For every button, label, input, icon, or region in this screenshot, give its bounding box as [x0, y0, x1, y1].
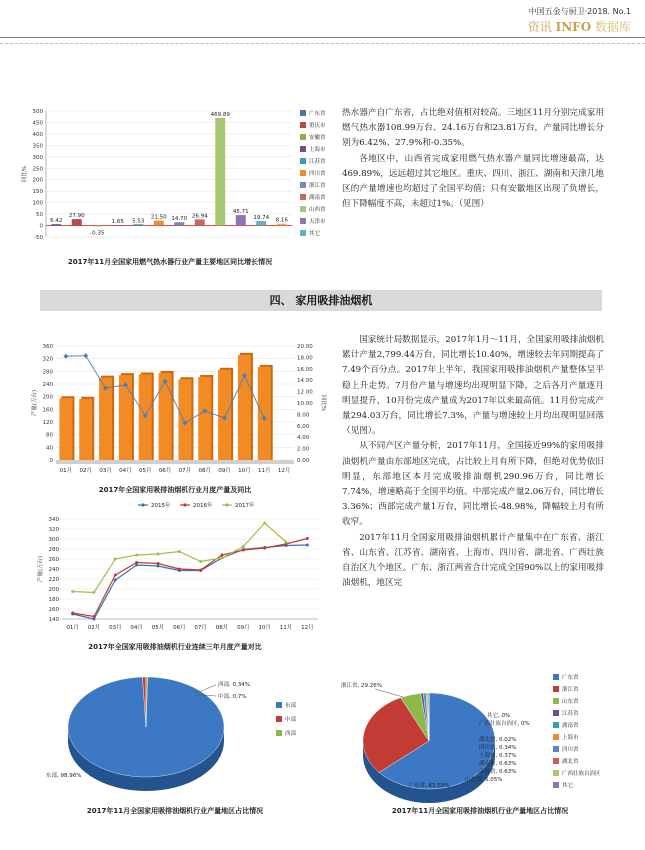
x-tick-label: 12月 [301, 625, 314, 631]
leader-line [375, 689, 403, 697]
y-tick-label: 260 [48, 557, 59, 563]
bar [236, 215, 246, 225]
legend-label: 天津市 [309, 219, 326, 225]
y2-tick-label: 10.00 [297, 401, 313, 407]
y-tick-label: 50 [36, 212, 43, 219]
y-tick-label: 40 [46, 445, 53, 452]
growth-bar-chart [20, 105, 340, 250]
y-tick-label: 280 [42, 369, 53, 376]
y-tick-label: 160 [48, 607, 59, 613]
column-title-cn: 资讯 [527, 20, 552, 34]
bar-label: 469.89 [210, 111, 230, 118]
floor [56, 460, 294, 464]
legend-label: 西部 [285, 731, 297, 737]
legend-swatch [300, 206, 306, 212]
legend-label: 上海市 [309, 147, 326, 153]
y-tick-label: 0 [39, 223, 43, 230]
column-title [528, 18, 631, 35]
bar [195, 219, 205, 225]
slice-label: 东部, 98.96% [46, 773, 82, 779]
legend-label: 浙江省 [309, 183, 326, 189]
y-tick-label: 300 [48, 537, 59, 543]
x-tick-label: 02月 [87, 625, 101, 631]
legend-label: 山西省 [309, 207, 326, 213]
series-point [71, 590, 74, 593]
chart2-caption: 2017年全国家用吸排油烟机行业月度产量及同比 [98, 486, 252, 494]
x-tick-label: 12月 [277, 468, 291, 474]
legend-swatch [276, 716, 282, 722]
series-point [242, 549, 245, 552]
y-tick-label: 320 [48, 527, 59, 533]
series-point [135, 561, 138, 564]
legend-swatch [553, 746, 559, 752]
bar-label: 5.53 [132, 218, 145, 225]
x-tick-label: 09月 [237, 625, 250, 631]
y2-axis-label: 同比% [320, 394, 326, 412]
legend-label: 广东省 [562, 675, 579, 681]
legend-swatch [553, 686, 559, 692]
region-share-pie [28, 665, 328, 805]
x-tick-label: 11月 [258, 468, 271, 474]
x-tick-label: 08月 [198, 468, 211, 474]
bar [215, 118, 225, 226]
bar-label: 6.42 [50, 218, 63, 225]
legend-label: 安徽省 [309, 135, 326, 141]
y-tick-label: -50 [34, 235, 43, 241]
x-tick-label: 08月 [215, 625, 229, 631]
legend-label: 湖南省 [309, 195, 326, 201]
legend-label: 上海市 [562, 735, 579, 741]
bar [218, 370, 231, 460]
y-tick-label: 250 [32, 166, 43, 173]
x-tick-label: 11月 [279, 625, 293, 631]
chart3-caption: 2017年全国家用吸排油烟机行业连续三年月度产量对比 [88, 643, 262, 651]
legend-swatch [553, 782, 559, 788]
legend-swatch [300, 230, 306, 236]
series-point [263, 522, 266, 525]
y-tick-label: 280 [48, 547, 59, 553]
y-tick-label: 350 [32, 143, 43, 150]
slice-label: 山东省, 5.05% [465, 777, 503, 783]
legend-swatch [300, 122, 306, 128]
bar [238, 355, 251, 460]
paragraph: 2017年11月全国家用吸排油烟机累计产量集中在广东省、浙江省、山东省、江苏省、湖南省、上海市、四川省、湖北省、广西壮族自治区九个地区。广东、浙江两省合计完成全国90%以上的家用吸排油烟机，地区完 [342, 532, 604, 589]
bar-label: 1.65 [111, 219, 124, 226]
bar-label: -0.35 [90, 230, 105, 237]
x-tick-label: 03月 [99, 468, 112, 474]
y-tick-label: 300 [32, 154, 43, 161]
legend-swatch [300, 194, 306, 200]
y-tick-label: 80 [46, 432, 53, 439]
slice-label: 广西壮族自治区, 0% [479, 721, 530, 727]
bar [256, 221, 266, 226]
bar-label: 27.90 [68, 213, 85, 220]
column-title-db: 数据库 [594, 20, 631, 34]
y-tick-label: 360 [42, 344, 53, 350]
y-tick-label: 0 [49, 458, 53, 464]
legend-label: 其它 [562, 783, 574, 789]
chart5-caption: 2017年11月全国家用吸排油烟机行业产量地区占比情况 [391, 807, 569, 815]
legend-label: 四川省 [562, 747, 579, 753]
series-point [178, 568, 181, 571]
legend-label: 江苏省 [309, 159, 326, 165]
y2-tick-label: 20.00 [297, 344, 313, 350]
slice-label: 中部, 0.7% [218, 694, 247, 700]
bar [92, 226, 102, 227]
series-point [221, 557, 224, 560]
series-point [306, 537, 309, 540]
paragraph: 国家统计局数据显示，2017年1月～11月，全国家用吸排油烟机累计产量2,799.44万台，同比增长10.40%，增速较去年同期提高了7.49个百分点。2017年上半年，我国家用吸排油烟机产量整体呈平稳上升走势。7月份产量与增速均出现明显下降，之后各月产量逐月明显提升，10月份完成产量成为2017年以来最高值。11月份完成产量294.03万台，同比增长7.3%，产量与增速较上月均出现明显回落（见图）。 [342, 335, 604, 437]
header-rule [0, 37, 645, 38]
legend-label: 其它 [309, 231, 321, 237]
legend-label: 2016年 [193, 503, 213, 509]
bar [113, 225, 123, 226]
legend-label: 重庆市 [309, 123, 326, 129]
three-year-comparison-chart [28, 497, 328, 642]
bar-label: 19.74 [253, 215, 270, 222]
slice-label: 上海市, 0.37% [479, 753, 517, 759]
bar [119, 375, 132, 460]
bar-label: 26.94 [191, 213, 208, 220]
y2-tick-label: 8.00 [297, 412, 310, 419]
series-point [285, 541, 288, 544]
series-point [157, 562, 160, 565]
x-tick-label: 05月 [151, 625, 165, 631]
y-axis-label: 同比% [22, 165, 28, 183]
legend-swatch [300, 158, 306, 164]
bar-label: 45.71 [232, 209, 249, 216]
paragraph: 从不同产区产量分析，2017年11月，全国接近99%的家用吸排油烟机产量由东部地区完成，占比较上月有所下降，但绝对优势依旧明显，东部地区本月完成吸排油烟机290.96万台，同比增长7.74%，增速略高于全国平均值。中部完成产量2.06万台，同比增长3.36%；西部完成产量1万台，同比增长-48.98%，降幅较上月有所收窄。 [342, 441, 604, 528]
legend-swatch [300, 218, 306, 224]
growth-point [83, 353, 88, 358]
legend-swatch [553, 710, 559, 716]
slice-label: 广东省, 63.59% [408, 783, 450, 789]
y-tick-label: 160 [42, 407, 53, 414]
bar [258, 367, 271, 460]
y-axis-label: 产量(万台) [32, 389, 38, 417]
x-tick-label: 01月 [59, 468, 73, 474]
y-tick-label: 400 [32, 131, 43, 138]
y-tick-label: 180 [48, 597, 59, 603]
legend-marker [141, 503, 144, 506]
y-tick-label: 320 [42, 356, 53, 363]
bar [154, 221, 164, 226]
series-point [263, 547, 266, 550]
series-point [157, 553, 160, 556]
legend-swatch [300, 146, 306, 152]
chart4-caption: 2017年11月全国家用吸排油烟机行业产量地区占比情况 [86, 807, 264, 815]
legend-label: 2017年 [235, 503, 255, 509]
bar [198, 377, 211, 460]
series-point [178, 550, 181, 553]
x-tick-label: 03月 [109, 625, 122, 631]
leader-line [196, 685, 216, 693]
legend-swatch [553, 698, 559, 704]
series-point [114, 558, 117, 561]
legend-label: 广东省 [309, 111, 326, 117]
y2-tick-label: 16.00 [297, 366, 313, 373]
series-point [135, 554, 138, 557]
slice-label: 浙江省, 29.26% [341, 683, 382, 689]
column-title-en: INFO [555, 20, 592, 34]
legend-swatch [300, 110, 306, 116]
x-tick-label: 07月 [178, 468, 192, 474]
growth-point [63, 354, 68, 359]
legend-label: 山东省 [562, 699, 579, 705]
y-tick-label: 240 [42, 382, 53, 388]
bar [174, 222, 184, 225]
bar [159, 373, 172, 460]
y2-tick-label: 0.00 [297, 458, 310, 464]
slice-label: 西部, 0.34% [218, 682, 250, 688]
x-tick-label: 06月 [173, 625, 186, 631]
x-tick-label: 09月 [218, 468, 231, 474]
y2-tick-label: 6.00 [297, 423, 310, 430]
y-tick-label: 500 [32, 109, 43, 115]
legend-label: 浙江省 [562, 687, 579, 693]
y-tick-label: 150 [32, 189, 43, 196]
legend-swatch [276, 730, 282, 736]
series-point [114, 574, 117, 577]
series-point [242, 545, 245, 548]
slice-label: 其它, 0% [487, 713, 511, 719]
y-tick-label: 200 [42, 394, 53, 401]
legend-swatch [300, 170, 306, 176]
bar-label: 8.16 [275, 217, 288, 224]
slice-label: 四川省, 0.34% [479, 745, 517, 751]
legend-swatch [553, 722, 559, 728]
bar [79, 399, 92, 460]
y-tick-label: 140 [48, 617, 59, 623]
y-tick-label: 450 [32, 120, 43, 127]
bar [72, 219, 82, 225]
slice-label: 江苏省, 0.63% [479, 769, 517, 775]
legend-swatch [276, 702, 282, 708]
bar [133, 224, 143, 225]
section-title: 四、 家用吸排油烟机 [40, 290, 602, 311]
legend-label: 湖南省 [562, 723, 579, 729]
bar-label: 14.70 [171, 216, 188, 223]
y-tick-label: 200 [32, 177, 43, 184]
header-rule-dashed [0, 43, 645, 44]
series-point [306, 544, 309, 547]
bar [51, 224, 61, 225]
legend-swatch [553, 770, 559, 776]
y-tick-label: 200 [48, 587, 59, 593]
legend-label: 四川省 [309, 171, 326, 177]
series-point [93, 615, 96, 618]
x-tick-label: 07月 [194, 625, 207, 631]
legend-swatch [553, 758, 559, 764]
x-tick-label: 01月 [66, 625, 79, 631]
y-axis-label: 产量(万台) [38, 555, 44, 583]
legend-swatch [300, 182, 306, 188]
x-tick-label: 10月 [258, 625, 271, 631]
slice-label: 湖北省, 0.02% [479, 737, 517, 743]
series-point [199, 569, 202, 572]
article-text-top [342, 106, 604, 212]
legend-swatch [553, 674, 559, 680]
x-tick-label: 10月 [238, 468, 251, 474]
y-tick-label: 120 [42, 420, 53, 426]
province-share-pie [335, 665, 625, 805]
bar [59, 398, 72, 460]
x-tick-label: 04月 [119, 468, 132, 474]
paragraph: 各地区中，山西省完成家用燃气热水器产量同比增速最高，达469.89%，远远超过其它地区。重庆、四川、浙江、湖南和天津几地区的产量增速也均超过了全国平均值；只有安徽地区出现了负增长，但下降幅度不高，未超过1%。（见图） [342, 153, 604, 210]
y-tick-label: 100 [32, 200, 43, 207]
legend-label: 2015年 [151, 503, 171, 509]
legend-label: 东部 [285, 703, 297, 709]
x-tick-label: 05月 [139, 468, 152, 474]
x-tick-label: 06月 [158, 468, 172, 474]
legend-label: 湖北省 [562, 759, 579, 765]
legend-marker [183, 503, 186, 506]
y-tick-label: 240 [48, 567, 59, 573]
series-point [114, 579, 117, 582]
bar [277, 224, 287, 226]
chart1-caption: 2017年11月全国家用燃气热水器行业产量主要地区同比增长情况 [67, 258, 273, 266]
series-point [199, 560, 202, 563]
journal-header: 中国五金与厨卫·2018. No.1 [528, 7, 631, 16]
x-tick-label: 04月 [130, 625, 143, 631]
series-point [71, 612, 74, 615]
legend-label: 广西壮族自治区 [562, 771, 601, 777]
y2-tick-label: 12.00 [297, 389, 313, 396]
y-tick-label: 220 [48, 577, 59, 583]
legend-label: 中部 [285, 717, 297, 723]
legend-marker [225, 503, 228, 506]
y2-tick-label: 4.00 [297, 435, 310, 442]
legend-swatch [553, 734, 559, 740]
series-point [93, 591, 96, 594]
y2-tick-label: 14.00 [297, 378, 313, 385]
legend-label: 江苏省 [562, 711, 579, 717]
paragraph: 热水器产自广东省，占比绝对值相对较高。三地区11月分别完成家用燃气热水器108.99万台、24.16万台和23.81万台，产量同比增长分别为6.42%、27.9%和-0.35%。 [342, 108, 604, 149]
legend-swatch [300, 134, 306, 140]
y2-tick-label: 2.00 [297, 446, 310, 453]
series-line [73, 539, 308, 617]
x-tick-label: 02月 [79, 468, 92, 474]
bar-label: 21.50 [150, 214, 167, 221]
monthly-output-chart [28, 338, 328, 478]
article-text-right [342, 333, 604, 591]
y2-tick-label: 18.00 [297, 355, 313, 362]
slice-label: 湖南省, 0.63% [479, 761, 517, 767]
series-point [221, 554, 224, 557]
bar [178, 379, 191, 460]
y-tick-label: 340 [48, 517, 59, 523]
series-line [73, 523, 286, 593]
